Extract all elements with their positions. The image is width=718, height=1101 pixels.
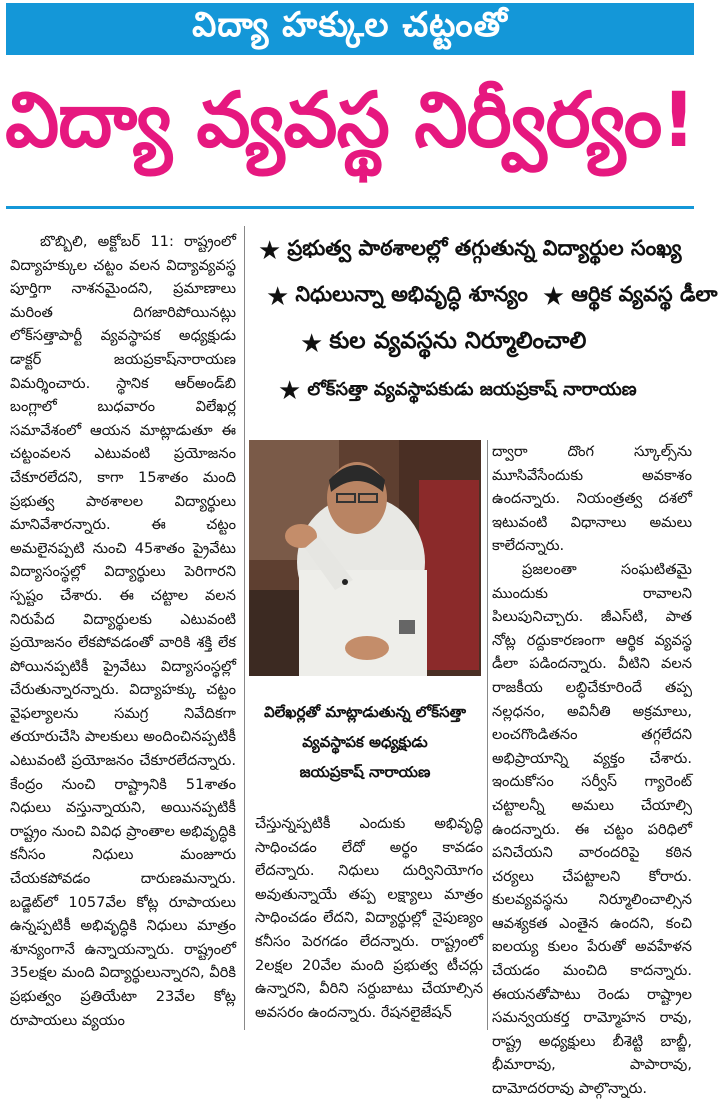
highlight-line: ★ లోక్‌సత్తా వ్యవస్థాపకుడు జయప్రకాష్ నారాయణ [278, 376, 637, 406]
headline: విద్యా వ్యవస్థ నిర్వీర్యం! [5, 75, 695, 164]
highlight-line: ★ నిధులున్నా అభివృద్ధి శూన్యం ★ ఆర్థిక వ్యవస్థ డీలా [266, 282, 718, 312]
article-column-1 [10, 230, 236, 1030]
highlight-line: ★ ప్రభుత్వ పాఠశాలల్లో తగ్గుతున్న విద్యార్థుల సంఖ్య [258, 236, 682, 266]
star-icon: ★ [278, 376, 302, 406]
article-paragraph: ప్రజలంతా సంఘటితమై ముందుకు రావాలని పిలుపునిచ్చారు. జీఎస్‌టి, పాత నోట్ల రద్దుకారణంగా ఆర్థిక వ్యవస్థ డీలా పడిందన్నారు. వీటిని వలన రాజకీయ లబ్ధిచేకూరిందే తప్ప నల్లధనం, అవినీతి అక్రమాలు, లంచగొండితనం తగ్గలేదని అభిప్రాయాన్ని వ్యక్తం చేశారు. ఇందుకోసం సర్వీస్ గ్యారెంట్ చట్టాలన్నీ అమలు చేయాల్సి ఉందన్నారు. ఈ చట్టం పరిధిలో పనిచేయని వారందరిపై కఠిన చర్యలు చేపట్టాలని కోరారు. కులవ్యవస్థను నిర్మూలించాల్సిన ఆవశ్యకత ఎంతైన ఉందని, కంచి ఐలయ్య కులం పేరుతో అవహేళన చేయడం మంచిది కాదన్నారు. ఈయనతోపాటు రెండు రాష్ట్రాల సమన్వయకర్త రామ్మోహన రావు, రాష్ట్ర అధ్యక్షులు బీశెట్టి బాబ్జీ, భీమారావు, పాపారావు, దామోదరరావు పాల్గొన్నారు. [492, 560, 692, 1098]
article-paragraph: బొబ్బిలి, అక్టోబర్ 11: రాష్ట్రంలో విద్యాహక్కుల చట్టం వలన విద్యావ్యవస్థ పూర్తిగా నాశనమైందని, ప్రమాణాలు మరింత దిగజారిపోయినట్లు లోక్‌సత్తాపార్టీ వ్యవస్థాపక అధ్యక్షుడు డాక్టర్ జయప్రకాష్‌నారాయణ విమర్శించారు. స్థానిక ఆర్‌అండ్‌బి బంగ్లాలో బుధవారం విలేఖర్ల సమావేశంలో ఆయన మాట్లాడుతూ ఈ చట్టంవలన ఎటువంటి ప్రయోజనం చేకూరలేదని, కాగా 15శాతం మంది ప్రభుత్వ పాఠశాలల విద్యార్థులు మానివేశారన్నారు. ఈ చట్టం అమలైనప్పటి నుంచి 45శాతం ప్రైవేటు విద్యాసంస్థల్లో విద్యార్థులు పెరిగారని స్పష్టం చేశారు. ఈ చట్టాల వలన నిరుపేద విద్యార్థులకు ఎటువంటి ప్రయోజనం లేకపోవడంతో వారికి శక్తి లేక పోయినప్పటికీ ప్రైవేటు విద్యాసంస్థల్లో చేరుతున్నారన్నారు. విద్యాహక్కు చట్టం వైఫల్యాలను సమగ్ర నివేదికగా తయారుచేసి పాలకులు అందించినప్పటికీ ఎటువంటి ప్రయోజనం చేకూరలేదన్నారు. కేంద్రం నుంచి రాష్ట్రానికి 51శాతం నిధులు వస్తున్నాయని, అయినప్పటికీ రాష్ట్రం నుంచి వివిధ ప్రాంతాల అభివృద్ధికి కనీసం నిధులు మంజూరు చేయకపోవడం దారుణమన్నారు. బడ్జెట్‌లో 1057వేల కోట్ల రూపాయలు ఉన్నప్పటికీ అభివృద్ధికి నిధులు మాత్రం శూన్యంగానే ఉన్నాయన్నారు. రాష్ట్రంలో 35లక్షల మంది విద్యార్థులున్నారని, వీరికి ప్రభుత్వం ప్రతియేటా 23వేల కోట్ల రూపాయలు వ్యయం [10, 233, 236, 1029]
header-rule [6, 206, 694, 209]
kicker-text: విద్యా హక్కుల చట్టంతో [192, 5, 508, 45]
star-icon: ★ [300, 329, 324, 359]
highlight-line: ★ కుల వ్యవస్థను నిర్మూలించాలి [300, 328, 587, 359]
column-divider [487, 440, 488, 1030]
star-icon: ★ [266, 282, 290, 312]
kicker-banner [6, 3, 694, 55]
speaker-photo [249, 440, 481, 676]
article-paragraph: ద్వారా దొంగ స్కూల్స్‌ను మూసివేసేందుకు అవకాశం ఉందన్నారు. నియంత్రత్వ దశలో ఇటువంటి విధానాలు అమలు కాలేదన్నారు. [492, 443, 692, 555]
column-divider [244, 226, 245, 1030]
speaker-photo-illustration [249, 440, 481, 676]
star-icon: ★ [541, 282, 566, 312]
article-column-3 [492, 440, 692, 1098]
highlights-box [250, 230, 718, 430]
article-paragraph: చేస్తున్నప్పటికీ ఎందుకు అభివృద్ధి సాధించడం లేదో అర్థం కావడం లేదన్నారు. నిధులు దుర్వినియోగం అవుతున్నాయే తప్ప లక్ష్యాలు మాత్రం సాధించడం లేదని, విద్యార్థుల్లో నైపుణ్యం కనీసం పెరగడం లేదన్నారు. రాష్ట్రంలో 2లక్షల 20వేల మంది ప్రభుత్వ టీచర్లు ఉన్నారని, వీరిని సర్దుబాటు చేయాల్సిన అవసరం ఉందన్నారు. రేషనలైజేషన్ [255, 815, 483, 1021]
article-column-2 [255, 812, 483, 1030]
photo-caption: విలేఖర్లతో మాట్లాడుతున్న లోక్‌సత్తా వ్యవస్థాపక అధ్యక్షుడు జయప్రకాష్ నారాయణ [263, 703, 467, 781]
star-icon: ★ [258, 236, 282, 266]
